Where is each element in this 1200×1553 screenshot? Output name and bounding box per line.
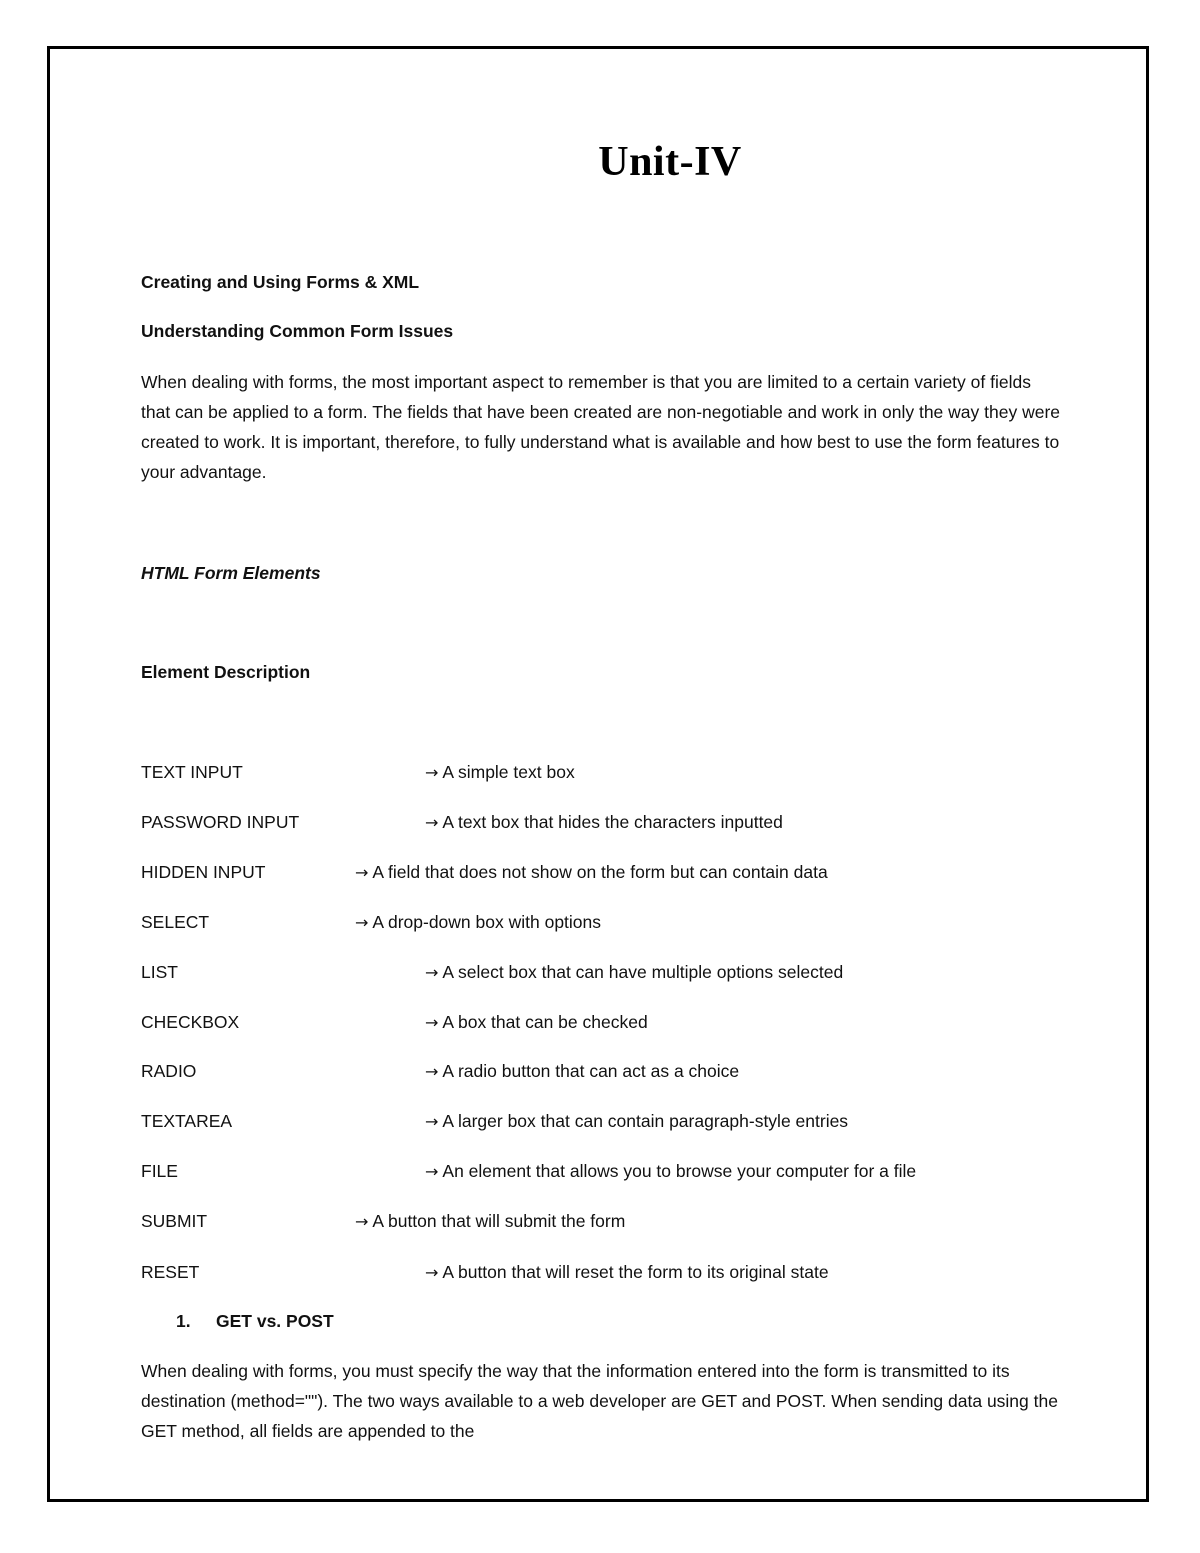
element-description <box>425 1007 648 1038</box>
element-description-text: A button that will reset the form to its original state <box>442 1262 829 1282</box>
element-description <box>425 1257 829 1288</box>
intro-paragraph: When dealing with forms, the most important aspect to remember is that you are limited to a certain variety of fields that can be applied to a form. The fields that have been created are non-negotiable and work in only the way they were created to work. It is important, therefore, to fully understand what is available and how best to use the form features to your advantage. <box>141 372 1061 482</box>
element-name: PASSWORD INPUT <box>141 812 300 832</box>
arrow-icon: → <box>425 1062 439 1081</box>
element-description-text: A radio button that can act as a choice <box>442 1061 740 1081</box>
arrow-icon: → <box>425 1112 439 1131</box>
section-heading: Understanding Common Form Issues <box>141 321 454 341</box>
element-description-text: A drop-down box with options <box>372 912 602 932</box>
arrow-icon: → <box>425 1263 439 1282</box>
element-description-text: A select box that can have multiple options selected <box>442 962 844 982</box>
arrow-icon: → <box>425 963 439 982</box>
element-description <box>355 1206 625 1237</box>
heading-text: GET vs. POST <box>216 1311 334 1331</box>
element-description <box>425 957 843 988</box>
element-description <box>355 857 828 888</box>
arrow-icon: → <box>425 763 439 782</box>
element-name: RESET <box>141 1262 200 1282</box>
element-description <box>425 1156 916 1187</box>
element-description-text: A button that will submit the form <box>372 1211 626 1231</box>
element-name: FILE <box>141 1161 178 1181</box>
arrow-icon: → <box>355 863 369 882</box>
closing-paragraph: When dealing with forms, you must specify the way that the information entered into the form is transmitted to its destination (method=""). The two ways available to a web developer are GET and POST. When sending data using the GET method, all fields are appended to the <box>141 1361 1058 1441</box>
element-description <box>425 1106 848 1137</box>
element-name: SUBMIT <box>141 1211 208 1231</box>
element-description <box>425 807 783 838</box>
arrow-icon: → <box>425 1162 439 1181</box>
element-description <box>425 757 575 788</box>
element-description-text: A simple text box <box>442 762 575 782</box>
element-name: RADIO <box>141 1061 197 1081</box>
element-name: CHECKBOX <box>141 1012 240 1032</box>
table-header: Element Description <box>141 662 311 682</box>
element-description-text: A larger box that can contain paragraph-style entries <box>442 1111 849 1131</box>
element-description <box>425 1056 739 1087</box>
numbered-heading <box>176 1306 334 1336</box>
arrow-icon: → <box>355 1212 369 1231</box>
subtitle: Creating and Using Forms & XML <box>141 272 420 292</box>
element-description <box>355 907 601 938</box>
element-name: SELECT <box>141 912 210 932</box>
element-description-text: A field that does not show on the form but can contain data <box>372 862 828 882</box>
element-name: TEXT INPUT <box>141 762 243 782</box>
elements-heading: HTML Form Elements <box>141 563 321 583</box>
element-name: LIST <box>141 962 178 982</box>
element-name: HIDDEN INPUT <box>141 862 266 882</box>
element-description-text: A text box that hides the characters inputted <box>442 812 783 832</box>
element-name: TEXTAREA <box>141 1111 233 1131</box>
arrow-icon: → <box>355 913 369 932</box>
heading-number: 1. <box>176 1311 191 1331</box>
arrow-icon: → <box>425 813 439 832</box>
arrow-icon: → <box>425 1013 439 1032</box>
element-description-text: A box that can be checked <box>442 1012 648 1032</box>
element-description-text: An element that allows you to browse your computer for a file <box>442 1161 917 1181</box>
page-title: Unit-IV <box>598 139 742 185</box>
